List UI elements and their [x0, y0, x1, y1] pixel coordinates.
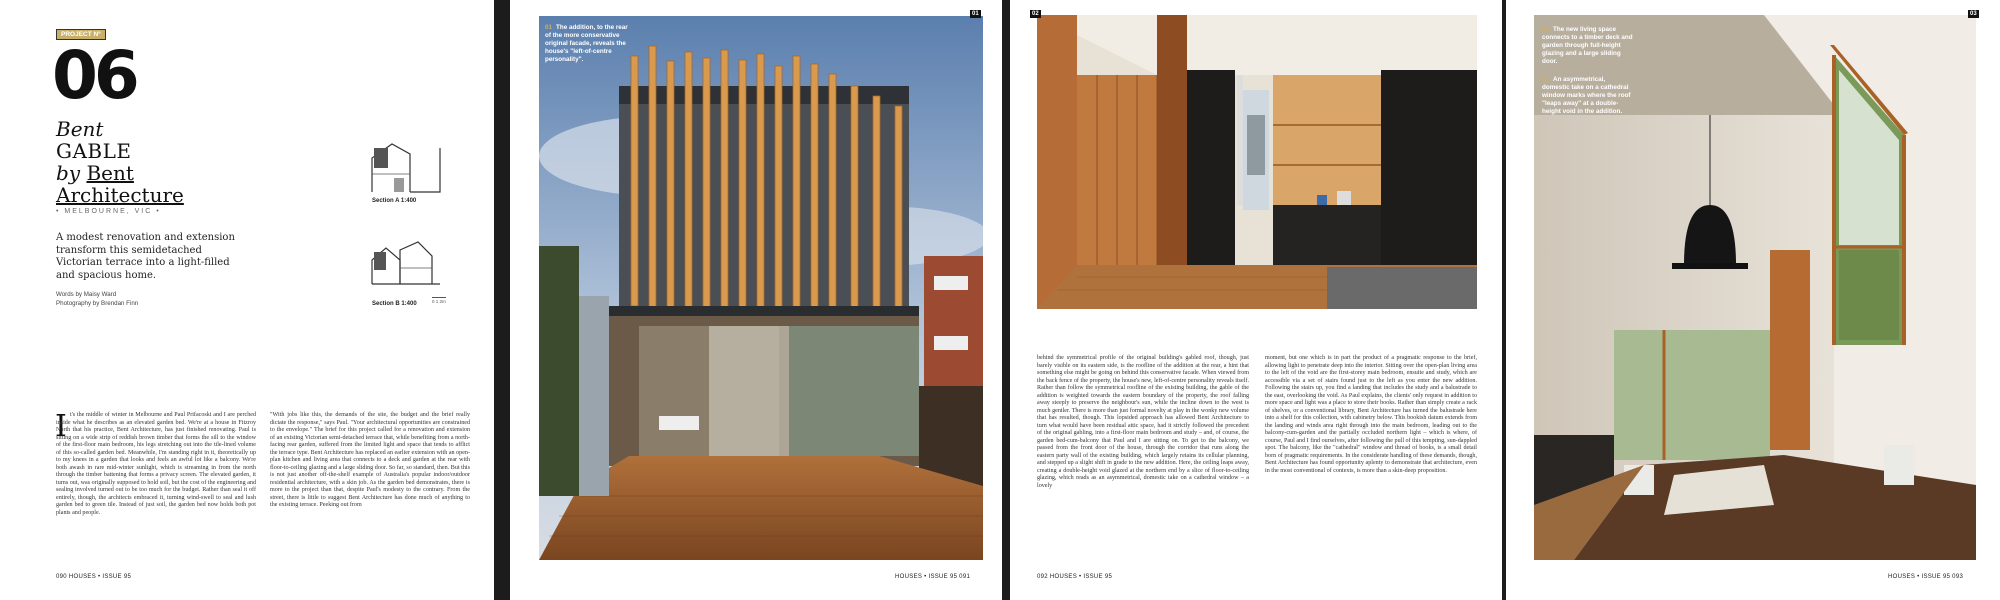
- scale-bar: 0 1 2m: [432, 299, 446, 304]
- caption-02-number: 02: [1542, 26, 1550, 33]
- section-a-drawing: [370, 138, 442, 194]
- section-b-label: Section B 1:400: [372, 301, 417, 307]
- title-by: by: [56, 161, 81, 185]
- caption-01-number: 01: [545, 24, 553, 31]
- caption-02: [1542, 26, 1634, 66]
- page-090: [0, 0, 494, 600]
- location: • MELBOURNE, VIC •: [56, 208, 161, 215]
- article-title: [56, 118, 184, 206]
- folio-092: 092 HOUSES • ISSUE 95: [1037, 574, 1113, 580]
- page-092: [1010, 0, 1502, 600]
- caption-01: [545, 24, 631, 64]
- credit-photos: Photography by Brendan Finn: [56, 300, 139, 307]
- title-bent: Bent: [56, 117, 104, 141]
- credit-words: Words by Maisy Ward: [56, 291, 117, 298]
- body-column-3: behind the symmetrical profile of the original building's gabled roof, though, just barely visible on its eastern side, is the roofline of the addition at the rear, a hint that something else might be going on behind this conservative facade. When viewed from the back fence of the property, the house's new, left-of-centre personality reveals itself. Rather than follow the symmetrical roofline of the existing building, the gable of the addition is weighted towards the eastern boundary of the property, the roof falling away steeply to preserve the neighbour's sun, while the incline down to the west is much gentler. There is more than just formal novelty at play in the wonky new volume that has resulted, though. This lopsided approach has allowed Bent Architecture to turn what would have been residual attic space, had it strictly followed the precedent of the original gabling, into a first-floor main bedroom and study – and, of course, the garden bed-cum-balcony that Paul and I are sitting on. To get to the balcony, we passed from the front door of the house, through the corridor that runs along the eastern party wall of the existing building, which largely retains its cellular planning, and stepped up a slight shift in grade to the new addition. Here, the ceiling leaps away, creating a double-height void glazed at the northern end by a slice of floor-to-ceiling glazing, which reads as an asymmetrical, domestic take on a cathedral window – a lovely: [1037, 355, 1249, 489]
- folio-090: 090 HOUSES • ISSUE 95: [56, 574, 132, 580]
- caption-01-text: The addition, to the rear of the more conservative original facade, reveals the house's "left-of-centre personality".: [545, 24, 628, 63]
- page-number-badge: 01: [972, 11, 979, 17]
- page-number-badge: 02: [1032, 11, 1039, 17]
- folio-091: HOUSES • ISSUE 95 091: [895, 574, 971, 580]
- project-tag: PROJECT Nº: [56, 29, 106, 40]
- caption-03-number: 03: [1542, 76, 1550, 83]
- project-number: 06: [52, 37, 136, 114]
- caption-02-text: The new living space connects to a timber deck and garden through full-height glazing and a large sliding door.: [1542, 26, 1633, 65]
- section-a-label: Section A 1:400: [372, 198, 417, 204]
- page-number-badge: 03: [1970, 11, 1977, 17]
- page-091: [510, 0, 1002, 600]
- drop-cap: I: [55, 409, 67, 444]
- rear-facade-image: [539, 16, 983, 560]
- body-column-4: moment, but one which is in part the product of a pragmatic response to the brief, allowing light to penetrate deep into the interior. Sitting over the open-plan living area to the left of the void are the first-storey main bedroom, ensuite and study, which are accessible via a set of stairs found just to the left as you enter the new addition. Following the stairs up, you find a landing that includes the study and a balustrade to the east, overlooking the void. As Paul explains, the clients' only request in addition to more space and light was a place to store their books. Rather than simply create a rack of shelves, or a conventional library, Bent Architecture has turned the balustrade here into a shelf for this collection, with cabinetry below. This bookish datum extends from the landing and winds area right through into the main bedroom, leading out to the balcony-cum-garden and the partially occluded northern light – which is where, of course, Paul and I find ourselves, after following the pull of this tempting, sun-dappled spot. The balcony, like the "cathedral" window and thread of books, is a small detail born of pragmatic requirements. In the considerate handling of these demands, though, Bent Architecture has found opportunity aplenty to demonstrate that architecture, even in the most conventional of contexts, is more than a skin-deep proposition.: [1265, 355, 1477, 474]
- body-column-1: t's the middle of winter in Melbourne and Paul Prifacoski and I are perched inside what he describes as an elevated garden bed. We're at a house in Fitzroy North that his practice, Bent Architecture, has just finished renovating. Paul is sitting on a wide strip of reddish brown timber that forms the sill to the window of the first-floor main bedroom, his legs stretching out into the tile-lined volume of this so-called garden bed. Meanwhile, I'm standing right in it, theoretically up to my knees in a garden that looks and feels an awful lot like a balcony. We're both awash in rare mid-winter sunlight, which is streaming in from the north through the timber battening that forms a privacy screen. The elevated garden, it turns out, was originally supposed to hold soil, but the cost of the engineering and sealing involved turned out to be too much for the budget. Rather than seal it off entirely, though, the architects embraced it, turning wind-swell to seal and lush garden bed to green tile. Instead of just soil, the garden bed now holds both pot plants and people.: [56, 412, 256, 516]
- title-gable: GABLE: [56, 139, 132, 163]
- standfirst: A modest renovation and extension transform this semidetached Victorian terrace into a light-filled and spacious home.: [56, 232, 235, 281]
- caption-03-text: An asymmetrical, domestic take on a cathedral window marks where the roof "leaps away" at a double-height void in the addition.: [1542, 76, 1631, 115]
- photo-rear-facade: [539, 16, 983, 560]
- title-architecture: Architecture: [56, 183, 184, 207]
- section-b-drawing: [370, 238, 442, 286]
- title-by-line: [56, 162, 184, 184]
- bedroom-image: [1037, 15, 1477, 309]
- caption-03: [1542, 76, 1634, 116]
- folio-093: HOUSES • ISSUE 95 093: [1888, 574, 1964, 580]
- page-093: [1506, 0, 2000, 600]
- title-bent-link: Bent: [86, 161, 134, 185]
- photo-bedroom-shelving: [1037, 15, 1477, 309]
- body-column-2: "With jobs like this, the demands of the site, the budget and the brief really dictate the response," says Paul. "Your architectural opportunities are constrained to the envelope." The brief for this project called for a renovation and extension of an existing Victorian semi-detached terrace that, while benefiting from a north-facing rear garden, suffered from the limited light and space that tends to afflict the terrace type. Bent Architecture has replaced an earlier extension with an open-plan kitchen and living area that connects to a deck and garden at the rear with floor-to-ceiling glazing and a large sliding door. So far, so standard, then. But this is not just another off-the-shelf example of Australia's popular indoor/outdoor residential architecture, with a skin job. As the garden bed demonstrates, there is more to the project than that, despite Paul's modesty to the contrary. From the street, there is little to suggest Bent Architecture has done much of anything to the existing terrace. Peeking out from: [270, 412, 470, 508]
